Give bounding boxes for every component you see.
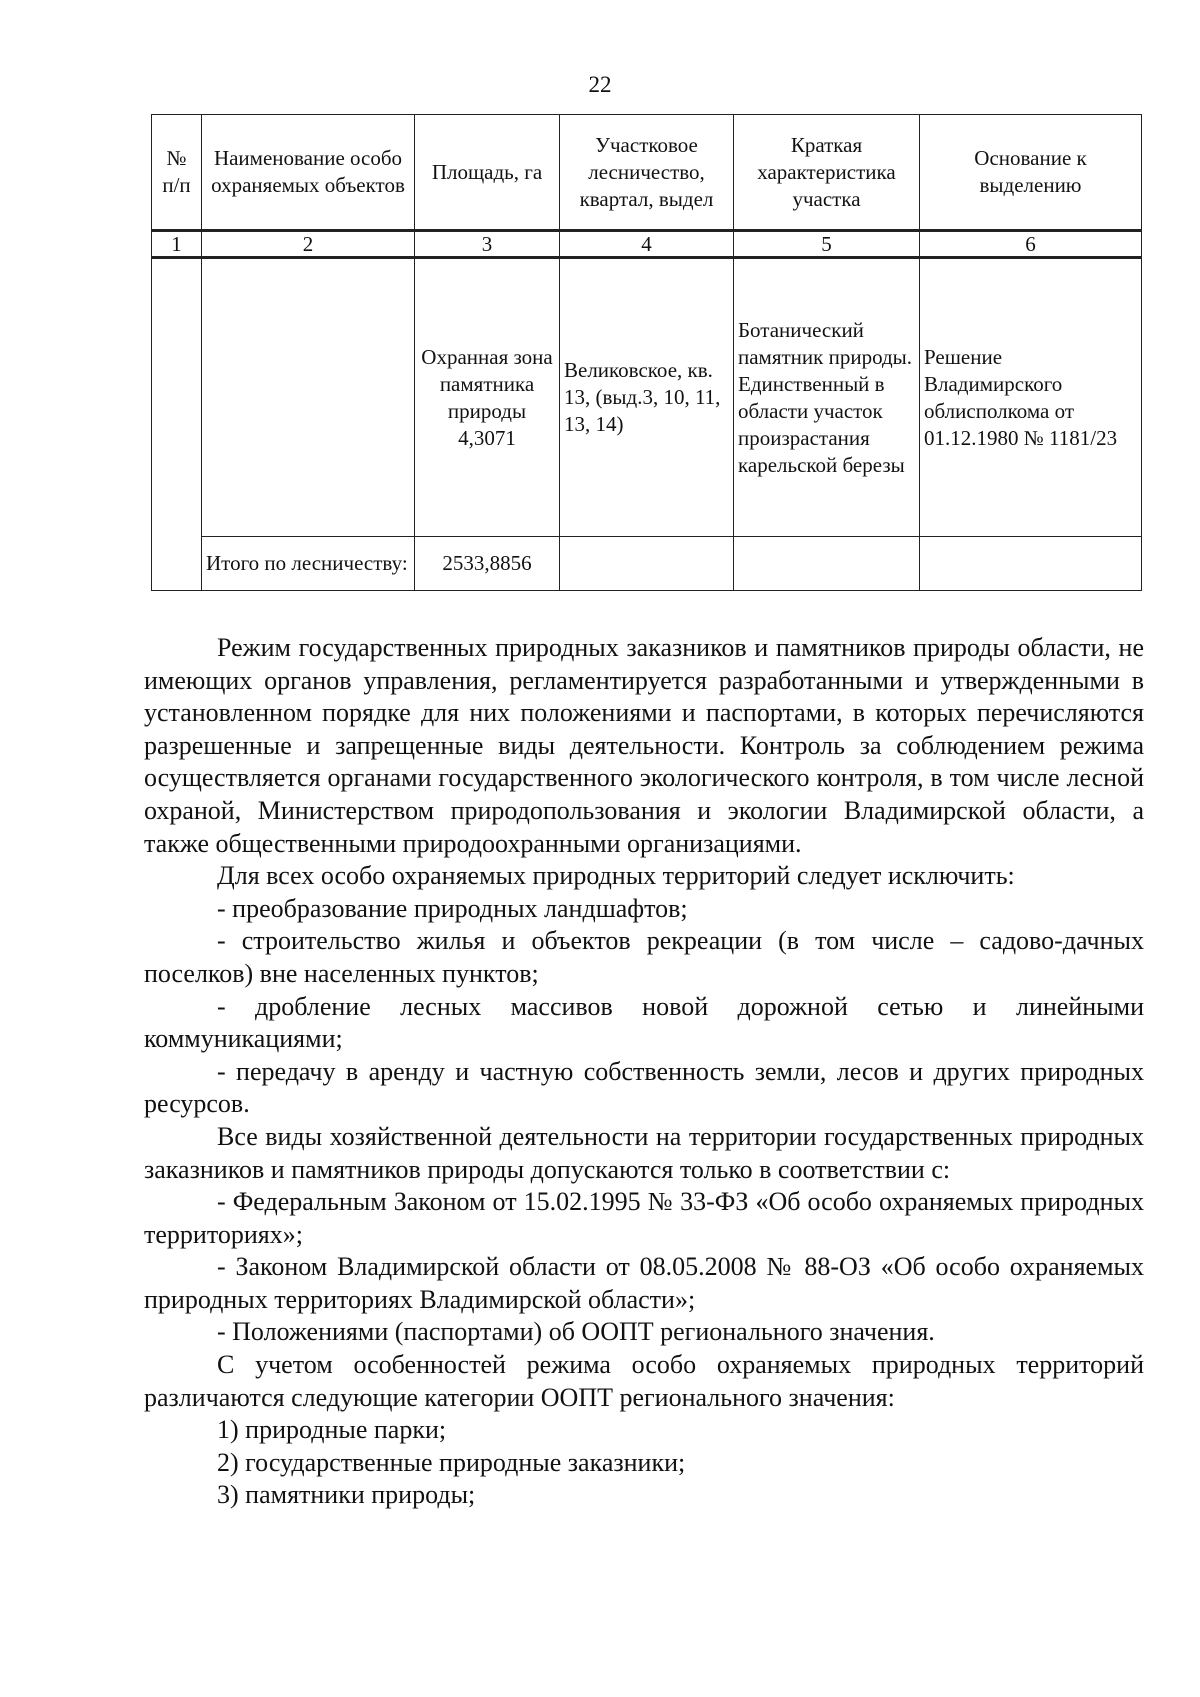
paragraph-regime: Режим государственных природных заказников и памятников природы области, не имеющих органов управления, регламентируется разработанными и утвержденными в установленном порядке для них положениями и паспортами, в которых перечисляются разрешенные и запрещенные виды деятельности. Контроль за соблюдением режима осуществляется органами государственного экологического контроля, в том числе лесной охраной, Министерством природопользования и экологии Владимирской области, а также общественными природоохранными организациями. — [144, 633, 1144, 858]
row-number-cell — [152, 258, 202, 591]
paragraph-exclusions-intro: Для всех особо охраняемых природных территорий следует исключить: — [217, 861, 1015, 891]
total-label-cell: Итого по лесничеству: — [202, 537, 415, 591]
row-name-cell — [202, 258, 415, 537]
total-row — [152, 537, 1142, 591]
header-basis: Основание к выделению — [920, 115, 1142, 231]
protected-areas-table — [151, 114, 1142, 591]
list-item: - дробление лесных массивов новой дорожной сетью и линейными коммуникациями; — [144, 991, 1144, 1054]
body-text — [144, 632, 1144, 1512]
total-area-cell: 2533,8856 — [415, 537, 560, 591]
column-number: 2 — [202, 231, 415, 258]
row-description-cell: Ботанический памятник природы. Единственный в области участок произрастания карельской березы — [734, 258, 920, 537]
column-number-row — [152, 231, 1142, 258]
list-item: - строительство жилья и объектов рекреации (в том числе – садово-дачных поселков) вне населенных пунктов; — [144, 926, 1144, 988]
list-item: 2) государственные природные заказники; — [217, 1447, 686, 1477]
table-row — [152, 258, 1142, 537]
column-number: 5 — [734, 231, 920, 258]
row-basis-cell: Решение Владимирского облисполкома от 01.12.1980 № 1181/23 — [920, 258, 1142, 537]
header-number: № п/п — [152, 115, 202, 231]
list-item: - передачу в аренду и частную собственность земли, лесов и других природных ресурсов. — [144, 1056, 1144, 1119]
header-forestry: Участковое лесничество, квартал, выдел — [560, 115, 734, 231]
list-item: - Законом Владимирской области от 08.05.2008 № 88-ОЗ «Об особо охраняемых природных территориях Владимирской области»; — [144, 1252, 1144, 1314]
empty-cell — [560, 537, 734, 591]
list-item: 1) природные парки; — [217, 1415, 447, 1445]
column-number: 1 — [152, 231, 202, 258]
list-item: - Федеральным Законом от 15.02.1995 № 33-ФЗ «Об особо охраняемых природных территориях»; — [144, 1187, 1144, 1249]
header-area: Площадь, га — [415, 115, 560, 231]
paragraph-activities: Все виды хозяйственной деятельности на территории государственных природных заказников и памятников природы допускаются только в соответствии с: — [144, 1121, 1144, 1184]
row-area-cell: Охранная зона памятника природы 4,3071 — [415, 258, 560, 537]
table-header-row — [152, 115, 1142, 231]
header-description: Краткая характеристика участка — [734, 115, 920, 231]
list-item: - преобразование природных ландшафтов; — [217, 893, 688, 923]
paragraph-categories: С учетом особенностей режима особо охраняемых природных территорий различаются следующие категории ООПТ регионального значения: — [144, 1350, 1144, 1412]
empty-cell — [734, 537, 920, 591]
row-forestry-cell: Великовское, кв. 13, (выд.3, 10, 11, 13, 14) — [560, 258, 734, 537]
list-item: 3) памятники природы; — [217, 1480, 476, 1510]
column-number: 3 — [415, 231, 560, 258]
list-item: - Положениями (паспортами) об ООПТ регионального значения. — [217, 1317, 935, 1347]
empty-cell — [920, 537, 1142, 591]
column-number: 4 — [560, 231, 734, 258]
column-number: 6 — [920, 231, 1142, 258]
page-number: 22 — [588, 72, 612, 97]
header-name: Наименование особо охраняемых объектов — [202, 115, 415, 231]
